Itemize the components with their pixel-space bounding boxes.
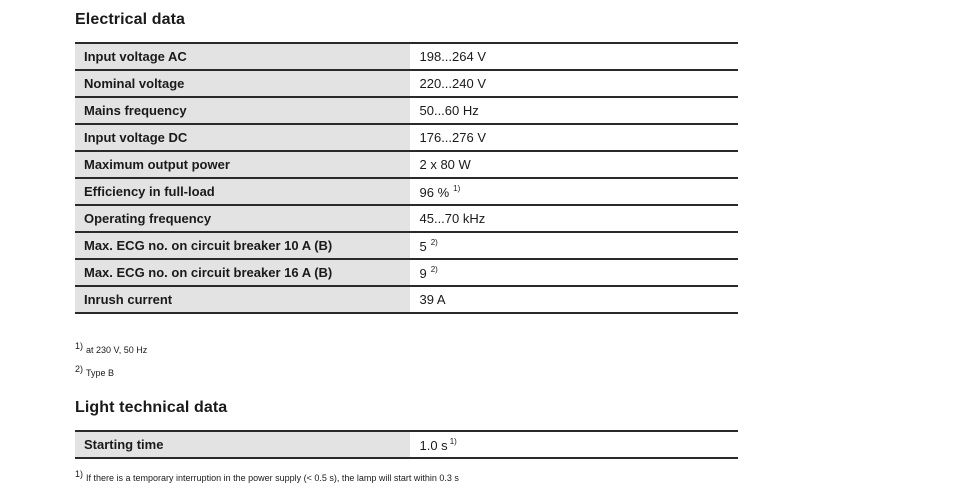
table-row (75, 97, 738, 124)
row-label: Efficiency in full-load (75, 178, 410, 205)
table-row (75, 124, 738, 151)
table-row (75, 431, 738, 458)
row-label: Max. ECG no. on circuit breaker 10 A (B) (75, 232, 410, 259)
light-technical-data-title: Light technical data (75, 399, 228, 416)
row-label: Inrush current (75, 286, 410, 313)
footnote-reference: 2) (430, 264, 438, 274)
electrical-data-table (75, 42, 738, 314)
table-row (75, 151, 738, 178)
row-label: Starting time (75, 431, 410, 458)
row-value-cell (410, 124, 738, 151)
row-value: 96 % (419, 184, 450, 200)
table-row (75, 205, 738, 232)
row-label: Mains frequency (75, 97, 410, 124)
footnote-text: at 230 V, 50 Hz (86, 345, 148, 355)
table-row (75, 70, 738, 97)
footnote-mark: 1) (75, 341, 84, 351)
row-value: 5 (419, 238, 427, 254)
row-value-cell (410, 43, 738, 70)
row-value: 1.0 s (419, 437, 448, 453)
row-value-cell (410, 97, 738, 124)
row-value: 9 (419, 265, 427, 281)
footnote-text: Type B (86, 368, 115, 378)
row-value-cell (410, 259, 738, 286)
row-label: Nominal voltage (75, 70, 410, 97)
row-value: 39 A (419, 292, 446, 307)
row-label: Max. ECG no. on circuit breaker 16 A (B) (75, 259, 410, 286)
row-value: 176...276 V (419, 130, 486, 145)
row-label: Input voltage DC (75, 124, 410, 151)
row-value: 50...60 Hz (419, 103, 479, 118)
table-row (75, 232, 738, 259)
footnote (75, 469, 459, 483)
electrical-data-title: Electrical data (75, 11, 185, 28)
row-value: 45...70 kHz (419, 211, 486, 226)
row-value-cell (410, 151, 738, 178)
row-value-cell (410, 232, 738, 259)
row-label: Maximum output power (75, 151, 410, 178)
row-label: Operating frequency (75, 205, 410, 232)
footnote (75, 341, 147, 355)
footnote-mark: 2) (75, 364, 84, 374)
footnote-reference: 2) (430, 237, 438, 247)
light-technical-data-table (75, 430, 738, 459)
row-value-cell (410, 286, 738, 313)
row-value: 2 x 80 W (419, 157, 471, 172)
footnote-reference: 1) (453, 183, 461, 193)
footnote-text: If there is a temporary interruption in the power supply (< 0.5 s), the lamp will start within 0.3 s (86, 473, 459, 483)
table-row (75, 259, 738, 286)
row-label: Input voltage AC (75, 43, 410, 70)
row-value: 220...240 V (419, 76, 486, 91)
row-value: 198...264 V (419, 49, 486, 64)
table-row (75, 178, 738, 205)
table-row (75, 286, 738, 313)
row-value-cell (410, 431, 738, 458)
table-row (75, 43, 738, 70)
footnote-mark: 1) (75, 469, 84, 479)
row-value-cell (410, 178, 738, 205)
row-value-cell (410, 70, 738, 97)
row-value-cell (410, 205, 738, 232)
footnote (75, 364, 114, 378)
footnote-reference: 1) (449, 436, 457, 446)
